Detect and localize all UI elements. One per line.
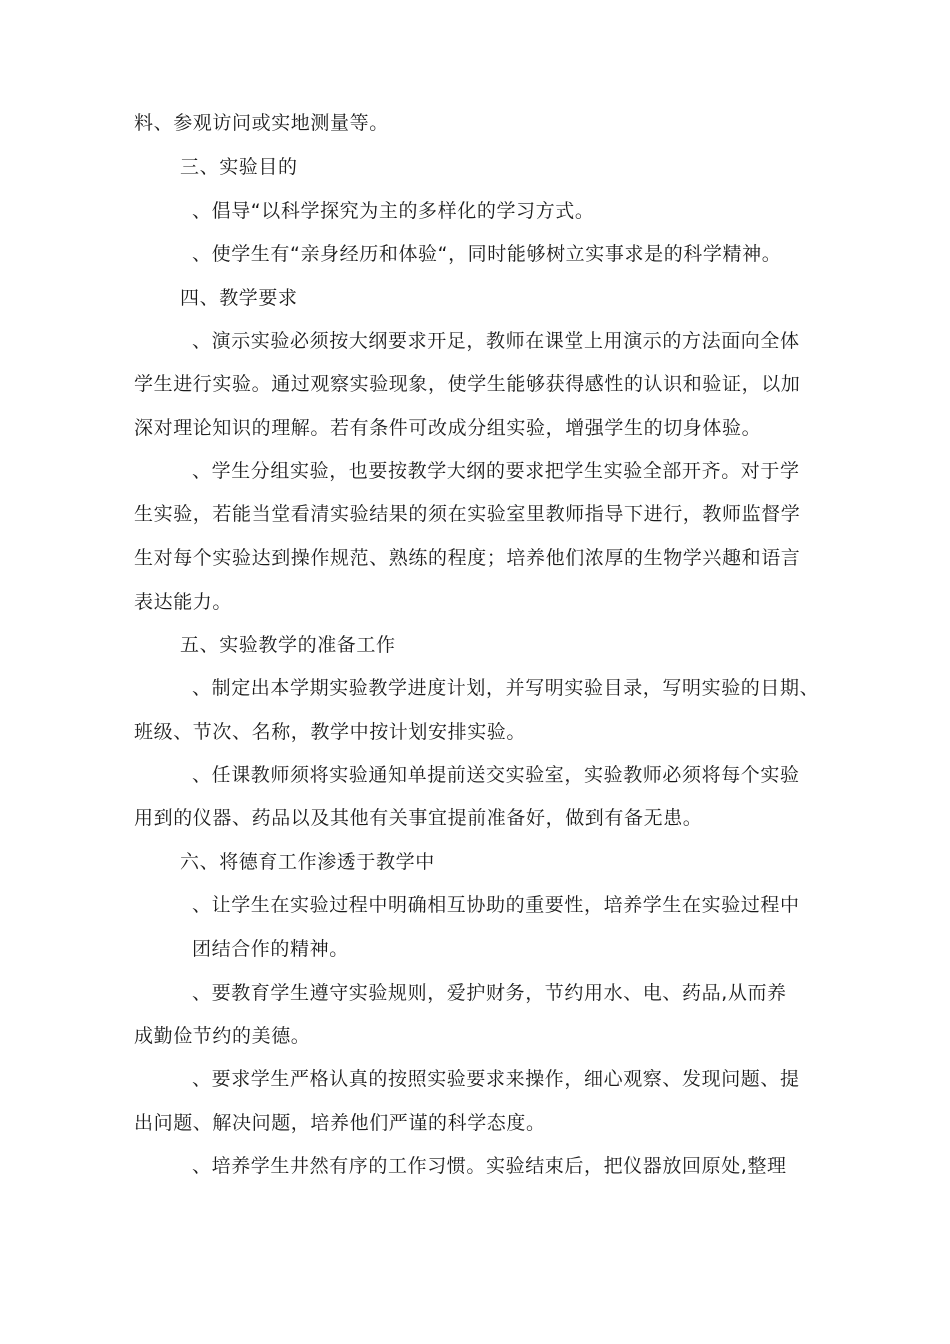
section-heading: 四、教学要求 — [180, 287, 298, 309]
paragraph-line: 团结合作的精神。 — [192, 938, 349, 960]
paragraph-line: 料、参观访问或实地测量等。 — [134, 112, 389, 134]
paragraph-line: 、使学生有“亲身经历和体验“，同时能够树立实事求是的科学精神。 — [192, 243, 782, 265]
paragraph-line: 生实验，若能当堂看清实验结果的须在实验室里教师指导下进行，教师监督学 — [134, 503, 801, 525]
paragraph-line: 班级、节次、名称，教学中按计划安排实验。 — [134, 721, 527, 743]
paragraph-line: 、倡导“以科学探究为主的多样化的学习方式。 — [192, 200, 595, 222]
section-heading: 六、将德育工作渗透于教学中 — [180, 851, 435, 873]
paragraph-line: 用到的仪器、药品以及其他有关事宜提前准备好，做到有备无患。 — [134, 807, 703, 829]
section-heading: 三、实验目的 — [180, 156, 298, 178]
paragraph-line: 成勤俭节约的美德。 — [134, 1025, 311, 1047]
paragraph-line: 生对每个实验达到操作规范、熟练的程度；培养他们浓厚的生物学兴趣和语言 — [134, 547, 801, 569]
paragraph-line: 、演示实验必须按大纲要求开足，教师在课堂上用演示的方法面向全体 — [192, 330, 800, 352]
paragraph-line: 表达能力。 — [134, 591, 233, 613]
paragraph-line: 学生进行实验。通过观察实验现象，使学生能够获得感性的认识和验证，以加 — [134, 373, 801, 395]
paragraph-line: 、任课教师须将实验通知单提前送交实验室，实验教师必须将每个实验 — [192, 764, 800, 786]
paragraph-line: 、制定出本学期实验教学进度计划，并写明实验目录，写明实验的日期、 — [192, 677, 820, 699]
paragraph-line: 深对理论知识的理解。若有条件可改成分组实验，增强学生的切身体验。 — [134, 417, 762, 439]
section-heading: 五、实验教学的准备工作 — [180, 634, 396, 656]
paragraph-line: 出问题、解决问题，培养他们严谨的科学态度。 — [134, 1112, 546, 1134]
paragraph-line: 、要教育学生遵守实验规则，爱护财务，节约用水、电、药品,从而养 — [192, 982, 787, 1004]
paragraph-line: 、培养学生井然有序的工作习惯。实验结束后，把仪器放回原处,整理 — [192, 1155, 787, 1177]
paragraph-line: 、让学生在实验过程中明确相互协助的重要性，培养学生在实验过程中 — [192, 894, 800, 916]
paragraph-line: 、学生分组实验，也要按教学大纲的要求把学生实验全部开齐。对于学 — [192, 460, 800, 482]
paragraph-line: 、要求学生严格认真的按照实验要求来操作，细心观察、发现问题、提 — [192, 1068, 800, 1090]
